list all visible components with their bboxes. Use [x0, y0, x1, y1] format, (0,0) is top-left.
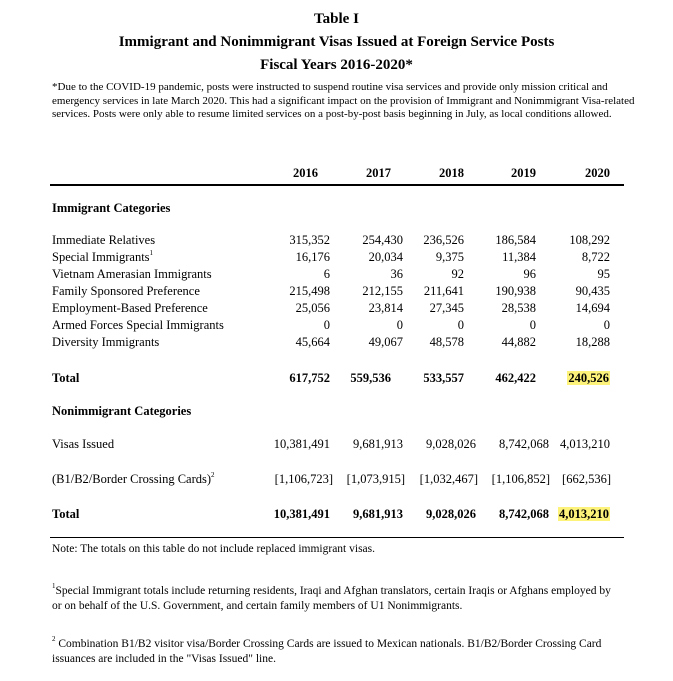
bcc-value: [1,032,467] — [419, 472, 478, 486]
category-label-cell — [52, 284, 200, 299]
table-title: Table I — [314, 11, 359, 27]
header-rule — [50, 184, 624, 186]
category-value: 92 — [451, 267, 464, 281]
year-header: 2020 — [585, 166, 610, 180]
nonimmigrant-heading: Nonimmigrant Categories — [52, 404, 192, 418]
nonimmigrant-total-value: 9,028,026 — [426, 507, 476, 521]
year-header: 2018 — [439, 166, 464, 180]
category-value: 254,430 — [362, 233, 403, 247]
visas-issued-value: 9,028,026 — [426, 437, 476, 451]
footnote-mark: 2 — [211, 471, 215, 479]
immigrant-total-value: 617,752 — [289, 371, 330, 385]
immigrant-total-value: 533,557 — [423, 371, 464, 385]
category-value: 23,814 — [368, 301, 403, 315]
table-subtitle: Immigrant and Nonimmigrant Visas Issued at Foreign Service Posts — [118, 34, 555, 50]
category-value: 215,498 — [289, 284, 330, 298]
nonimmigrant-total-value: 9,681,913 — [353, 507, 403, 521]
year-header: 2016 — [293, 166, 318, 180]
covid-note: *Due to the COVID-19 pandemic, posts were instructed to suspend routine visa services and provide only mission critical and emergency services in late March 2020. This had a significant impact on the provision of Immigrant and Nonimmigrant Visa-related services. Posts were only able to resume limited services on a post-by-post basis beginning in July, as local conditions allowed. — [52, 81, 635, 121]
category-value: 0 — [396, 318, 403, 332]
immigrant-heading: Immigrant Categories — [52, 201, 171, 215]
category-value: 48,578 — [429, 335, 464, 349]
category-value: 20,034 — [368, 250, 403, 264]
category-value: 96 — [523, 267, 536, 281]
category-value: 49,067 — [368, 335, 403, 349]
category-label: Diversity Immigrants — [52, 335, 160, 349]
table-fiscal-years: Fiscal Years 2016-2020* — [260, 57, 413, 73]
bcc-label: (B1/B2/Border Crossing Cards) — [52, 472, 212, 486]
nonimmigrant-total-cell-2020 — [558, 507, 610, 522]
nonimmigrant-total-value: 10,381,491 — [273, 507, 330, 521]
immigrant-total-value: 462,422 — [495, 371, 536, 385]
category-value: 28,538 — [501, 301, 536, 315]
category-value: 95 — [597, 267, 610, 281]
category-label: Armed Forces Special Immigrants — [52, 318, 224, 332]
footnote-text: Special Immigrant totals include returning residents, Iraqi and Afghan translators, certain Iraqis or Afghans employed by or on behalf of the U.S. Government, and certain family members of U1 Nonimmigrants. — [52, 585, 611, 612]
immigrant-total-value-highlighted: 240,526 — [568, 371, 609, 385]
category-value: 16,176 — [295, 250, 330, 264]
footnote-text: Combination B1/B2 visitor visa/Border Crossing Cards are issued to Mexican nationals. B1/B2/Border Crossing Card issuances are included in the "Visas Issued" line. — [52, 638, 602, 665]
nonimmigrant-total-value: 8,742,068 — [499, 507, 549, 521]
category-label: Employment-Based Preference — [52, 301, 208, 315]
footer-rule — [50, 537, 624, 538]
category-value: 11,384 — [502, 250, 536, 264]
immigrant-total-label: Total — [52, 371, 80, 385]
category-label-cell — [52, 250, 153, 265]
category-value: 25,056 — [295, 301, 330, 315]
category-value: 0 — [457, 318, 464, 332]
category-value: 18,288 — [575, 335, 610, 349]
visas-issued-value: 10,381,491 — [273, 437, 330, 451]
category-value: 108,292 — [569, 233, 610, 247]
category-value: 6 — [323, 267, 330, 281]
category-label-cell — [52, 233, 155, 248]
footnote-1 — [52, 584, 622, 614]
nonimmigrant-total-value-highlighted: 4,013,210 — [559, 507, 609, 521]
category-value: 44,882 — [501, 335, 536, 349]
footnote-2 — [52, 637, 622, 667]
visas-issued-value: 8,742,068 — [499, 437, 549, 451]
category-label-cell — [52, 301, 208, 316]
nonimmigrant-total-label: Total — [52, 507, 80, 521]
immigrant-total-value: 559,536 — [350, 371, 391, 385]
category-value: 8,722 — [581, 250, 610, 264]
category-value: 211,641 — [423, 284, 464, 298]
category-value: 315,352 — [289, 233, 330, 247]
visas-issued-value: 9,681,913 — [353, 437, 403, 451]
category-value: 9,375 — [435, 250, 464, 264]
bcc-value: [662,536] — [562, 472, 611, 486]
category-value: 14,694 — [575, 301, 610, 315]
year-header: 2019 — [511, 166, 536, 180]
category-value: 190,938 — [495, 284, 536, 298]
category-label: Vietnam Amerasian Immigrants — [52, 267, 212, 281]
category-label-cell — [52, 318, 224, 333]
category-value: 90,435 — [575, 284, 610, 298]
bcc-value: [1,106,852] — [491, 472, 550, 486]
footnote-mark: 1 — [52, 582, 56, 590]
category-label: Family Sponsored Preference — [52, 284, 200, 298]
category-value: 27,345 — [429, 301, 464, 315]
category-value: 0 — [323, 318, 330, 332]
category-value: 236,526 — [423, 233, 464, 247]
year-header: 2017 — [366, 166, 391, 180]
category-label: Immediate Relatives — [52, 233, 156, 247]
category-value: 36 — [390, 267, 403, 281]
category-value: 186,584 — [495, 233, 536, 247]
bcc-value: [1,106,723] — [274, 472, 333, 486]
footnote-mark: 2 — [52, 635, 56, 643]
category-label: Special Immigrants — [52, 250, 150, 264]
category-label-cell — [52, 335, 159, 350]
visas-issued-label: Visas Issued — [52, 437, 115, 451]
bcc-value: [1,073,915] — [346, 472, 405, 486]
table-note: Note: The totals on this table do not include replaced immigrant visas. — [52, 543, 375, 555]
category-value: 45,664 — [295, 335, 330, 349]
bcc-label-cell — [52, 472, 215, 487]
category-value: 0 — [529, 318, 536, 332]
category-value: 0 — [603, 318, 610, 332]
footnote-mark: 1 — [149, 249, 154, 257]
visas-issued-value: 4,013,210 — [560, 437, 610, 451]
category-value: 212,155 — [362, 284, 403, 298]
immigrant-total-cell-2020 — [567, 371, 610, 386]
category-label-cell — [52, 267, 212, 282]
